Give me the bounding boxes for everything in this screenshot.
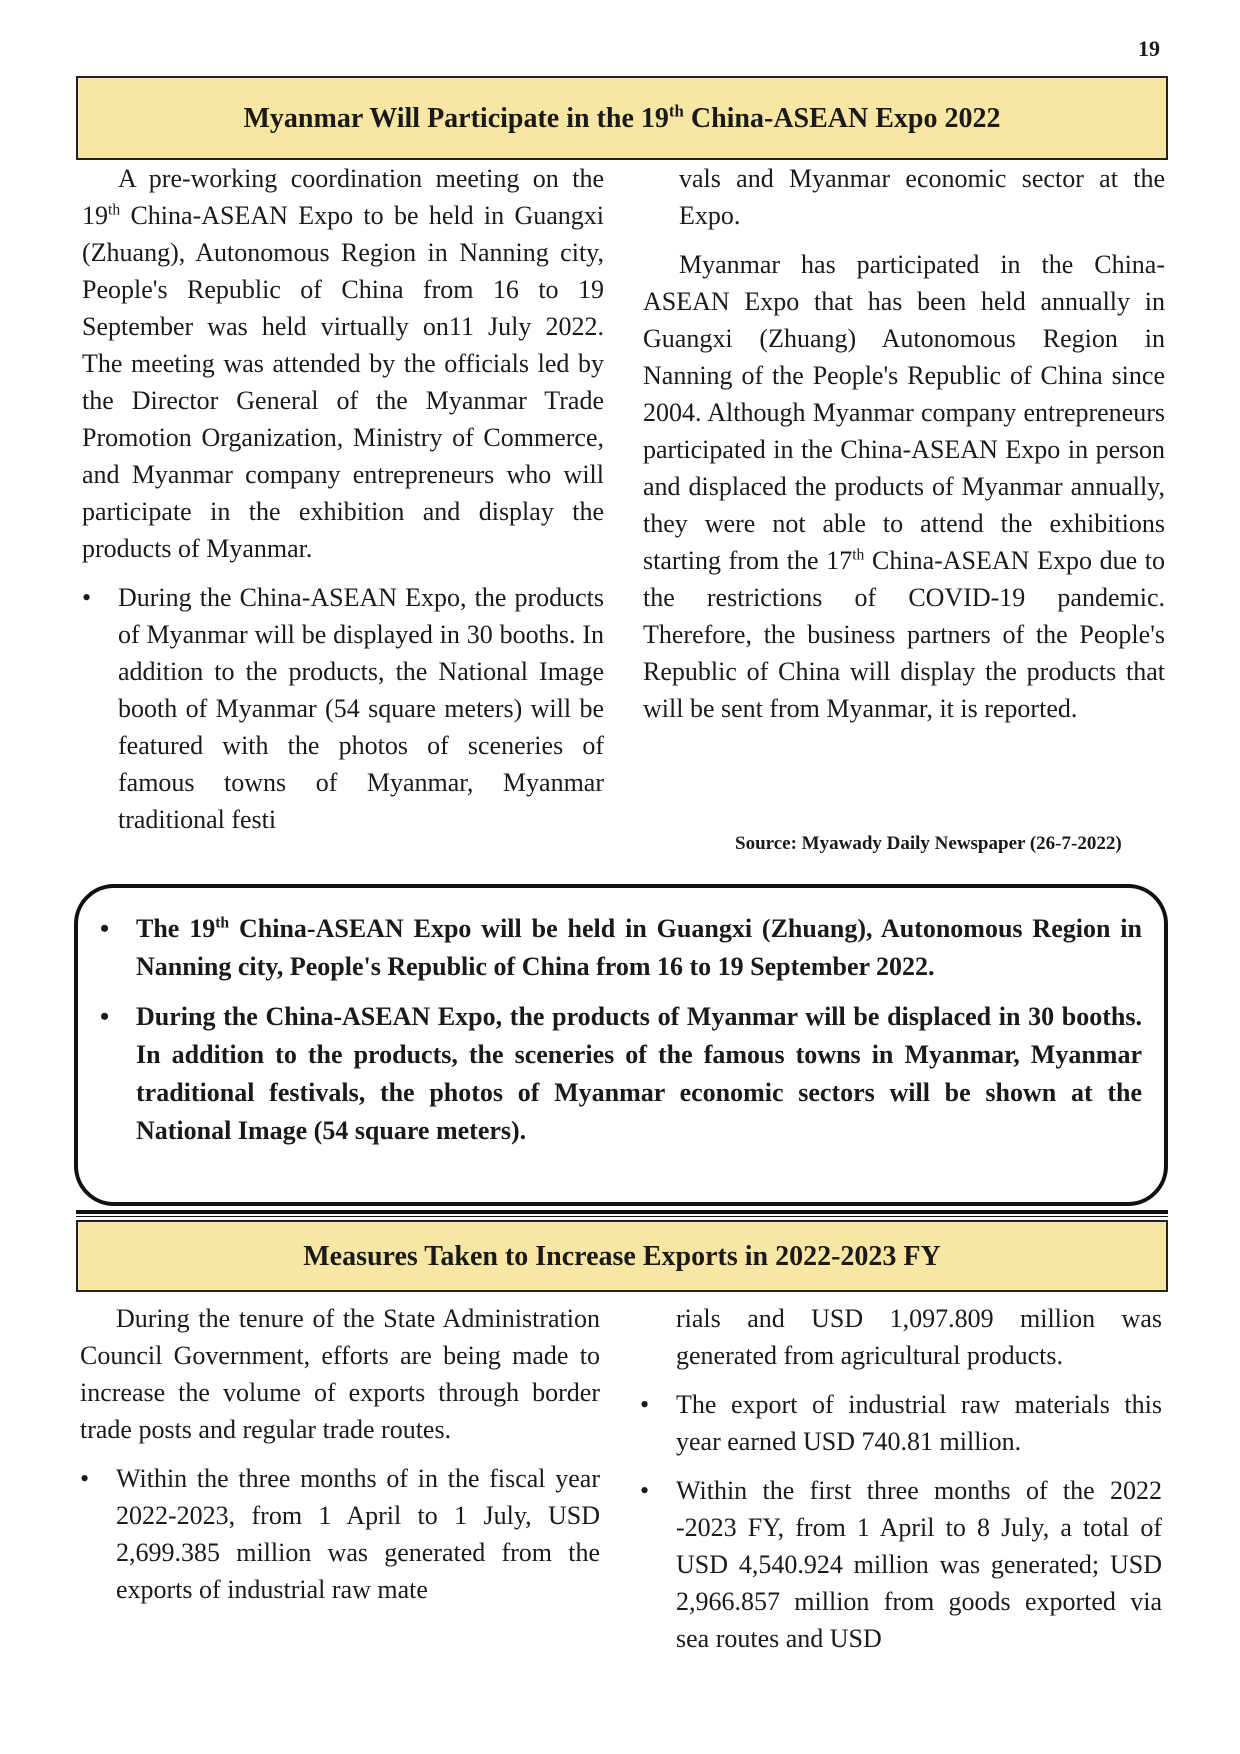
article-1-bullet-1	[82, 579, 604, 838]
bullet-dot-icon: •	[100, 914, 110, 943]
article-2-paragraph-1: During the tenure of the State Administration Council Government, efforts are being made to increase the volume of exports through border trade posts and regular trade routes.	[80, 1304, 600, 1444]
section-divider	[76, 1210, 1168, 1214]
bullet-dot-icon: •	[80, 1464, 90, 1493]
paragraph-text: China-ASEAN Expo due to the restrictions of COVID-19 pandemic. Therefore, the business partners of the People's Republic of China will display the products that will be sent from Myanmar, it is reported.	[643, 546, 1165, 723]
article-1-bullet-continuation: vals and Myanmar economic sector at the Expo.	[679, 164, 1165, 230]
superscript: th	[215, 914, 230, 932]
bullet-dot-icon: •	[640, 1390, 650, 1419]
summary-item-1	[96, 910, 1142, 986]
article-1-title	[76, 76, 1168, 160]
article-2-bullet-1	[80, 1460, 600, 1608]
article-2-bullet-continuation: rials and USD 1,097.809 million was generated from agricultural products.	[676, 1304, 1162, 1370]
paragraph-text: A pre-working coordination meeting on the 19	[82, 164, 604, 230]
section-divider-thin	[76, 1216, 1168, 1217]
bullet-text: The export of industrial raw materials this year earned USD 740.81 million.	[676, 1390, 1162, 1456]
page-number: 19	[1138, 36, 1160, 61]
summary-item-2	[96, 998, 1142, 1150]
article-2-bullet-2	[640, 1386, 1162, 1460]
article-1-title-post: China-ASEAN Expo 2022	[683, 103, 1001, 134]
paragraph-text: Myanmar has participated in the China-ASEAN Expo that has been held annually in Guangxi (Zhuang) Autonomous Region in Nanning of the People's Republic of China since 2004. Although Myanmar company entrepreneurs participated in the China-ASEAN Expo in person and displaced the products of Myanmar annually, they were not able to attend the exhibitions starting from the 17	[643, 250, 1165, 575]
article-1-title-pre: Myanmar Will Participate in the 19	[243, 103, 669, 134]
summary-text: China-ASEAN Expo will be held in Guangxi (Zhuang), Autonomous Region in Nanning city, People's Republic of China from 16 to 19 September 2022.	[136, 914, 1142, 981]
superscript: th	[108, 201, 121, 219]
article-2-left-column	[80, 1300, 600, 1608]
bullet-text: Within the three months of in the fiscal year 2022-2023, from 1 April to 1 July, USD 2,699.385 million was generated from the exports of industrial raw mate	[116, 1464, 600, 1604]
bullet-dot-icon: •	[100, 1002, 110, 1031]
article-1-right-column	[643, 160, 1165, 739]
article-1-paragraph-1	[82, 160, 604, 567]
article-2-title: Measures Taken to Increase Exports in 2022-2023 FY	[76, 1220, 1168, 1292]
bullet-text: During the China-ASEAN Expo, the products of Myanmar will be displayed in 30 booths. In addition to the products, the National Image booth of Myanmar (54 square meters) will be featured with the photos of sceneries of famous towns of Myanmar, Myanmar traditional festi	[118, 583, 604, 834]
article-1-left-column	[82, 160, 604, 838]
paragraph-text: China-ASEAN Expo to be held in Guangxi (Zhuang), Autonomous Region in Nanning city, People's Republic of China from 16 to 19 September was held virtually on11 July 2022. The meeting was attended by the officials led by the Director General of the Myanmar Trade Promotion Organization, Ministry of Commerce, and Myanmar company entrepreneurs who will participate in the exhibition and display the products of Myanmar.	[82, 201, 604, 563]
article-2-bullet-3	[640, 1472, 1162, 1657]
bullet-text: Within the first three months of the 2022 -2023 FY, from 1 April to 8 July, a total of USD 4,540.924 million was generated; USD 2,966.857 million from goods exported via sea routes and USD	[676, 1476, 1162, 1653]
summary-box	[74, 884, 1168, 1206]
article-1-source: Source: Myawady Daily Newspaper (26-7-2022)	[735, 833, 1122, 854]
article-1-title-sup: th	[668, 101, 684, 121]
article-2-right-column	[640, 1300, 1162, 1657]
bullet-dot-icon: •	[82, 583, 92, 612]
bullet-dot-icon: •	[640, 1476, 650, 1505]
article-1-paragraph-2	[643, 246, 1165, 727]
superscript: th	[852, 546, 865, 564]
summary-text: The 19	[136, 914, 216, 943]
summary-text: During the China-ASEAN Expo, the products of Myanmar will be displaced in 30 booths. In addition to the products, the sceneries of the famous towns in Myanmar, Myanmar traditional festivals, the photos of Myanmar economic sectors will be shown at the National Image (54 square meters).	[136, 1002, 1142, 1145]
